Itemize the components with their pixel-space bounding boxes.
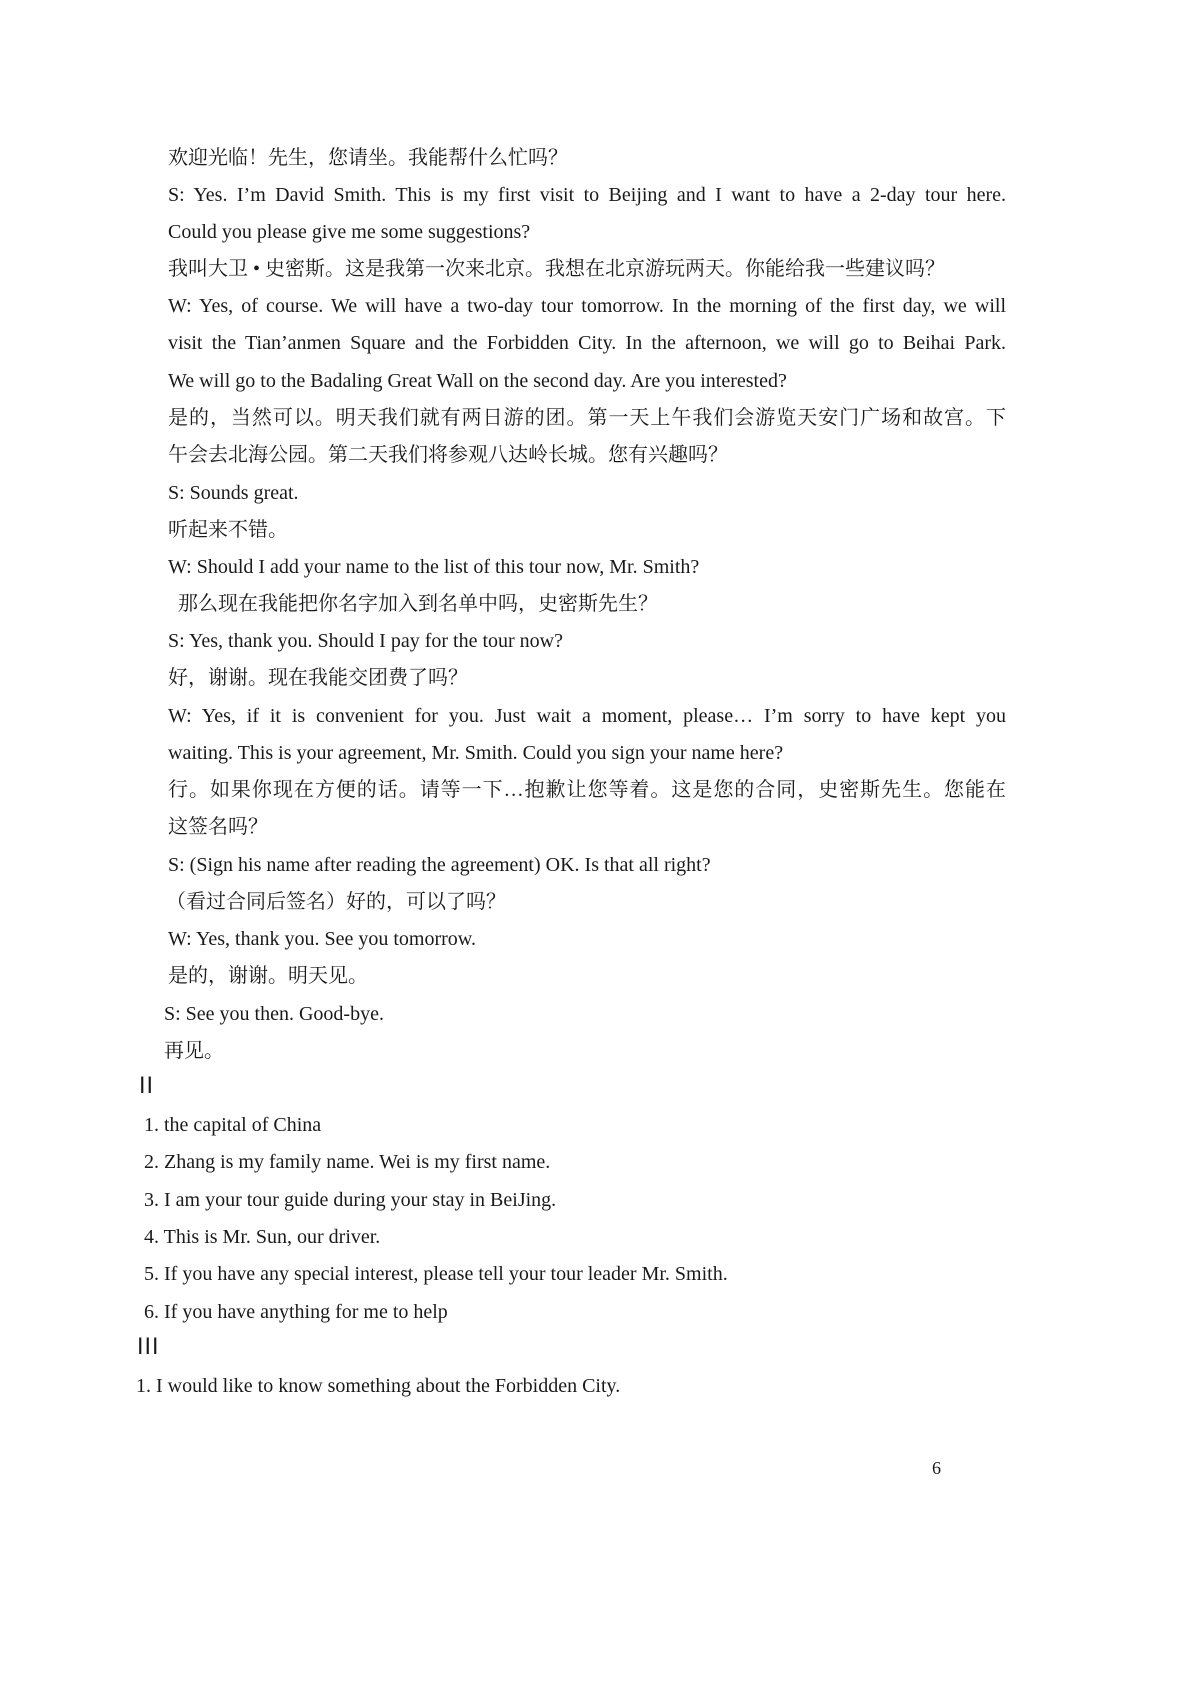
- list-item: 3. I am your tour guide during your stay in BeiJing.: [144, 1189, 557, 1211]
- dialogue-line: 行。如果你现在方便的话。请等一下…抱歉让您等着。这是您的合同，史密斯先生。您能在: [168, 779, 1006, 801]
- dialogue-line: S: Sounds great.: [168, 482, 299, 504]
- dialogue-line: W: Yes, thank you. See you tomorrow.: [168, 928, 476, 950]
- list-item: 4. This is Mr. Sun, our driver.: [144, 1226, 381, 1248]
- dialogue-line: 是的，谢谢。明天见。: [168, 965, 368, 987]
- list-item: 1. I would like to know something about the Forbidden City.: [136, 1375, 621, 1397]
- dialogue-line: 再见。: [164, 1040, 224, 1062]
- section-heading: II: [139, 1074, 154, 1099]
- list-item: 6. If you have anything for me to help: [144, 1301, 448, 1323]
- dialogue-line: W: Yes, of course. We will have a two-day tour tomorrow. In the morning of the first day, we will: [168, 295, 1006, 317]
- page-number: 6: [932, 1458, 941, 1478]
- dialogue-line: 欢迎光临！先生，您请坐。我能帮什么忙吗？: [168, 147, 568, 169]
- dialogue-line: 好，谢谢。现在我能交团费了吗？: [168, 667, 468, 689]
- list-item: 5. If you have any special interest, please tell your tour leader Mr. Smith.: [144, 1263, 728, 1285]
- dialogue-line: 听起来不错。: [168, 519, 288, 541]
- dialogue-line: W: Should I add your name to the list of this tour now, Mr. Smith?: [168, 556, 700, 578]
- dialogue-line: 这签名吗？: [168, 816, 268, 838]
- dialogue-line: 我叫大卫 • 史密斯。这是我第一次来北京。我想在北京游玩两天。你能给我一些建议吗？: [168, 258, 946, 280]
- dialogue-line: S: Yes. I’m David Smith. This is my first visit to Beijing and I want to have a 2-day tour here.: [168, 184, 1006, 206]
- dialogue-line: S: Yes, thank you. Should I pay for the tour now?: [168, 630, 563, 652]
- dialogue-line: 是的，当然可以。明天我们就有两日游的团。第一天上午我们会游览天安门广场和故宫。下: [168, 407, 1006, 429]
- list-item: 2. Zhang is my family name. Wei is my first name.: [144, 1151, 551, 1173]
- dialogue-line: We will go to the Badaling Great Wall on the second day. Are you interested?: [168, 370, 787, 392]
- dialogue-line: W: Yes, if it is convenient for you. Just wait a moment, please… I’m sorry to have kept you: [168, 705, 1006, 727]
- dialogue-line: Could you please give me some suggestions?: [168, 221, 531, 243]
- section-heading: III: [137, 1335, 160, 1360]
- dialogue-line: waiting. This is your agreement, Mr. Smith. Could you sign your name here?: [168, 742, 784, 764]
- dialogue-line: S: See you then. Good-bye.: [164, 1003, 384, 1025]
- dialogue-line: 午会去北海公园。第二天我们将参观八达岭长城。您有兴趣吗？: [168, 444, 728, 466]
- dialogue-line: S: (Sign his name after reading the agreement) OK. Is that all right?: [168, 854, 711, 876]
- dialogue-line: visit the Tian’anmen Square and the Forbidden City. In the afternoon, we will go to Beihai Park.: [168, 332, 1006, 354]
- list-item: 1. the capital of China: [144, 1114, 322, 1136]
- dialogue-line: 那么现在我能把你名字加入到名单中吗，史密斯先生？: [178, 593, 658, 615]
- dialogue-line: （看过合同后签名）好的，可以了吗？: [166, 891, 506, 913]
